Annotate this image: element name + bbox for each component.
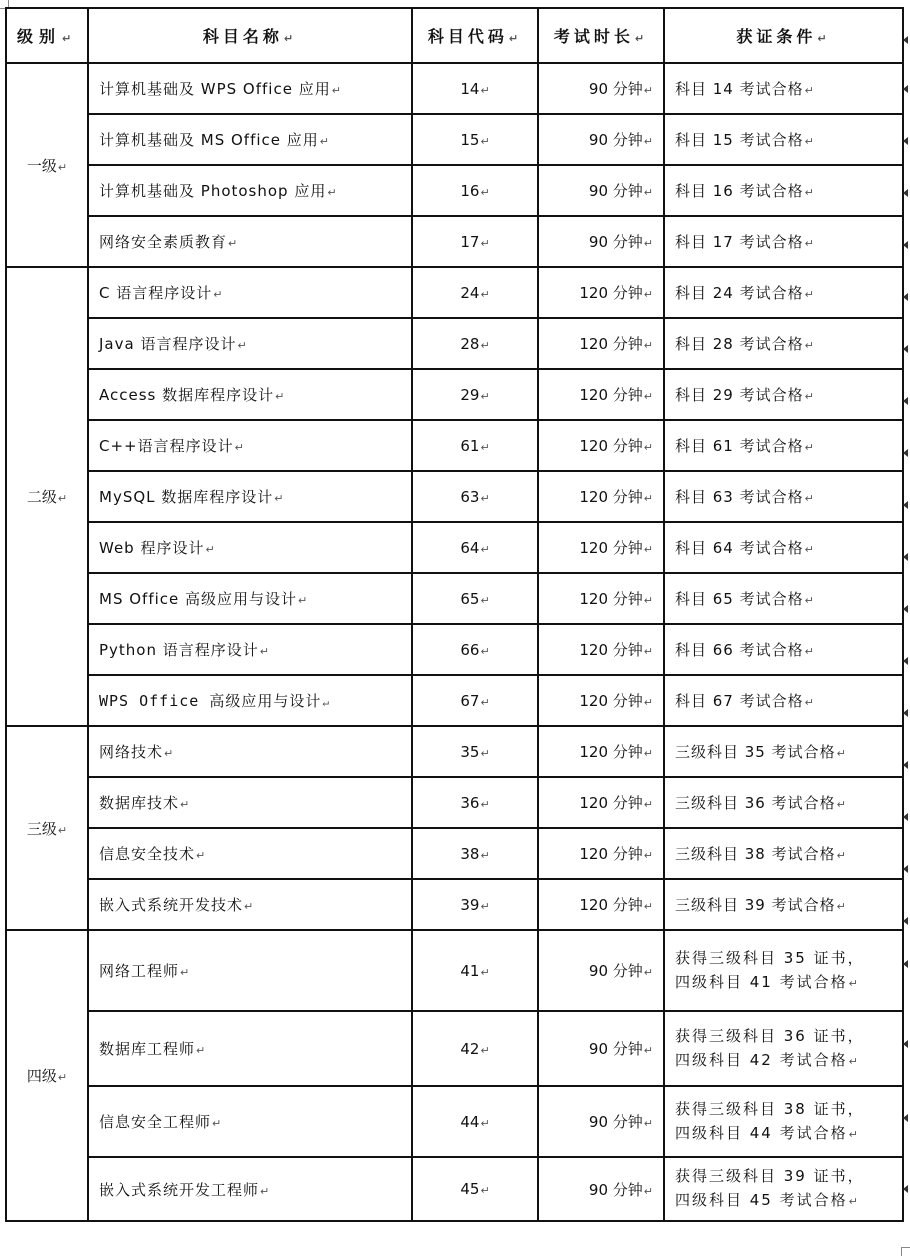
table-row (6, 318, 903, 369)
subject-code: 44↵ (412, 1086, 538, 1157)
subject-code: 67↵ (412, 675, 538, 726)
exam-duration: 120 分钟↵ (538, 879, 664, 930)
subject-name: 信息安全技术↵ (88, 828, 412, 879)
table-row (6, 471, 903, 522)
subject-code: 61↵ (412, 420, 538, 471)
certificate-condition: 科目 61 考试合格↵ (664, 420, 903, 471)
table-row (6, 675, 903, 726)
level-cell: 一级↵ (6, 63, 88, 267)
row-end-marker-icon (903, 1040, 908, 1048)
subject-code: 65↵ (412, 573, 538, 624)
certificate-condition: 三级科目 39 考试合格↵ (664, 879, 903, 930)
subject-code: 36↵ (412, 777, 538, 828)
row-end-marker-icon (903, 501, 908, 509)
table-row (6, 1157, 903, 1221)
table-row (6, 267, 903, 318)
table-row (6, 930, 903, 1011)
subject-name: C 语言程序设计↵ (88, 267, 412, 318)
row-end-marker-icon (903, 36, 908, 44)
row-end-marker-icon (903, 85, 908, 93)
exam-subjects-table (5, 7, 904, 1222)
certificate-condition: 科目 63 考试合格↵ (664, 471, 903, 522)
table-row (6, 1011, 903, 1086)
exam-duration: 120 分钟↵ (538, 777, 664, 828)
subject-code: 39↵ (412, 879, 538, 930)
row-end-marker-icon (903, 189, 908, 197)
table-row (6, 114, 903, 165)
certificate-condition: 科目 66 考试合格↵ (664, 624, 903, 675)
exam-duration: 120 分钟↵ (538, 726, 664, 777)
subject-name: C++语言程序设计↵ (88, 420, 412, 471)
row-end-marker-icon (903, 605, 908, 613)
table-row (6, 63, 903, 114)
certificate-condition: 科目 14 考试合格↵ (664, 63, 903, 114)
certificate-condition: 获得三级科目 36 证书， 四级科目 42 考试合格↵ (664, 1011, 903, 1086)
table-row (6, 624, 903, 675)
certificate-condition: 获得三级科目 38 证书， 四级科目 44 考试合格↵ (664, 1086, 903, 1157)
subject-code: 17↵ (412, 216, 538, 267)
subject-code: 16↵ (412, 165, 538, 216)
certificate-condition: 科目 24 考试合格↵ (664, 267, 903, 318)
subject-code: 29↵ (412, 369, 538, 420)
exam-duration: 90 分钟↵ (538, 216, 664, 267)
subject-code: 24↵ (412, 267, 538, 318)
certificate-condition: 科目 67 考试合格↵ (664, 675, 903, 726)
certificate-condition: 三级科目 36 考试合格↵ (664, 777, 903, 828)
certificate-condition: 三级科目 38 考试合格↵ (664, 828, 903, 879)
subject-name: 计算机基础及 MS Office 应用↵ (88, 114, 412, 165)
subject-code: 66↵ (412, 624, 538, 675)
table-row (6, 420, 903, 471)
exam-duration: 90 分钟↵ (538, 63, 664, 114)
exam-duration: 90 分钟↵ (538, 165, 664, 216)
table-row (6, 879, 903, 930)
subject-name: 网络工程师↵ (88, 930, 412, 1011)
subject-name: WPS Office 高级应用与设计↵ (88, 675, 412, 726)
row-end-marker-icon (903, 449, 908, 457)
table-row (6, 777, 903, 828)
level-cell: 二级↵ (6, 267, 88, 726)
subject-name: 计算机基础及 Photoshop 应用↵ (88, 165, 412, 216)
level-cell: 三级↵ (6, 726, 88, 930)
subject-code: 38↵ (412, 828, 538, 879)
certificate-condition: 三级科目 35 考试合格↵ (664, 726, 903, 777)
row-end-marker-icon (903, 1185, 908, 1193)
exam-duration: 120 分钟↵ (538, 369, 664, 420)
exam-duration: 120 分钟↵ (538, 267, 664, 318)
subject-code: 41↵ (412, 930, 538, 1011)
subject-name: 嵌入式系统开发技术↵ (88, 879, 412, 930)
table-row (6, 165, 903, 216)
subject-name: 数据库技术↵ (88, 777, 412, 828)
subject-name: Access 数据库程序设计↵ (88, 369, 412, 420)
subject-name: Web 程序设计↵ (88, 522, 412, 573)
subject-name: MySQL 数据库程序设计↵ (88, 471, 412, 522)
subject-name: 嵌入式系统开发工程师↵ (88, 1157, 412, 1221)
subject-name: 网络安全素质教育↵ (88, 216, 412, 267)
exam-duration: 120 分钟↵ (538, 573, 664, 624)
exam-duration: 120 分钟↵ (538, 675, 664, 726)
row-end-marker-icon (903, 761, 908, 769)
subject-name: 网络技术↵ (88, 726, 412, 777)
subject-code: 42↵ (412, 1011, 538, 1086)
row-end-marker-icon (903, 917, 908, 925)
table-row (6, 522, 903, 573)
exam-duration: 120 分钟↵ (538, 828, 664, 879)
table-row (6, 726, 903, 777)
subject-code: 14↵ (412, 63, 538, 114)
header-exam-duration: 考试时长↵ (538, 8, 664, 63)
exam-duration: 120 分钟↵ (538, 318, 664, 369)
subject-code: 28↵ (412, 318, 538, 369)
row-end-marker-icon (903, 345, 908, 353)
subject-code: 64↵ (412, 522, 538, 573)
certificate-condition: 获得三级科目 39 证书， 四级科目 45 考试合格↵ (664, 1157, 903, 1221)
certificate-condition: 科目 17 考试合格↵ (664, 216, 903, 267)
table-row (6, 828, 903, 879)
subject-name: 数据库工程师↵ (88, 1011, 412, 1086)
certificate-condition: 科目 28 考试合格↵ (664, 318, 903, 369)
row-end-marker-icon (903, 960, 908, 968)
exam-duration: 90 分钟↵ (538, 1011, 664, 1086)
subject-name: Python 语言程序设计↵ (88, 624, 412, 675)
subject-name: 信息安全工程师↵ (88, 1086, 412, 1157)
subject-name: 计算机基础及 WPS Office 应用↵ (88, 63, 412, 114)
header-subject-code: 科目代码↵ (412, 8, 538, 63)
certificate-condition: 科目 15 考试合格↵ (664, 114, 903, 165)
subject-code: 45↵ (412, 1157, 538, 1221)
certificate-condition: 获得三级科目 35 证书， 四级科目 41 考试合格↵ (664, 930, 903, 1011)
row-end-marker-icon (903, 397, 908, 405)
level-cell: 四级↵ (6, 930, 88, 1221)
subject-code: 35↵ (412, 726, 538, 777)
row-end-marker-icon (903, 137, 908, 145)
subject-code: 63↵ (412, 471, 538, 522)
row-end-marker-icon (903, 293, 908, 301)
certificate-condition: 科目 65 考试合格↵ (664, 573, 903, 624)
table-row (6, 369, 903, 420)
exam-duration: 90 分钟↵ (538, 930, 664, 1011)
certificate-condition: 科目 16 考试合格↵ (664, 165, 903, 216)
subject-name: Java 语言程序设计↵ (88, 318, 412, 369)
table-row (6, 573, 903, 624)
exam-duration: 90 分钟↵ (538, 114, 664, 165)
row-end-markers (903, 0, 910, 1256)
exam-duration: 90 分钟↵ (538, 1157, 664, 1221)
exam-duration: 120 分钟↵ (538, 471, 664, 522)
exam-duration: 90 分钟↵ (538, 1086, 664, 1157)
row-end-marker-icon (903, 865, 908, 873)
header-row (6, 8, 903, 63)
certificate-condition: 科目 64 考试合格↵ (664, 522, 903, 573)
exam-duration: 120 分钟↵ (538, 624, 664, 675)
row-end-marker-icon (903, 1114, 908, 1122)
table-row (6, 216, 903, 267)
row-end-marker-icon (903, 709, 908, 717)
row-end-marker-icon (903, 813, 908, 821)
table-row (6, 1086, 903, 1157)
exam-duration: 120 分钟↵ (538, 522, 664, 573)
certificate-condition: 科目 29 考试合格↵ (664, 369, 903, 420)
subject-name: MS Office 高级应用与设计↵ (88, 573, 412, 624)
header-level: 级别↵ (6, 8, 88, 63)
row-end-marker-icon (903, 657, 908, 665)
exam-duration: 120 分钟↵ (538, 420, 664, 471)
row-end-marker-icon (903, 241, 908, 249)
row-end-marker-icon (903, 553, 908, 561)
subject-code: 15↵ (412, 114, 538, 165)
header-certificate-condition: 获证条件↵ (664, 8, 903, 63)
header-subject-name: 科目名称↵ (88, 8, 412, 63)
